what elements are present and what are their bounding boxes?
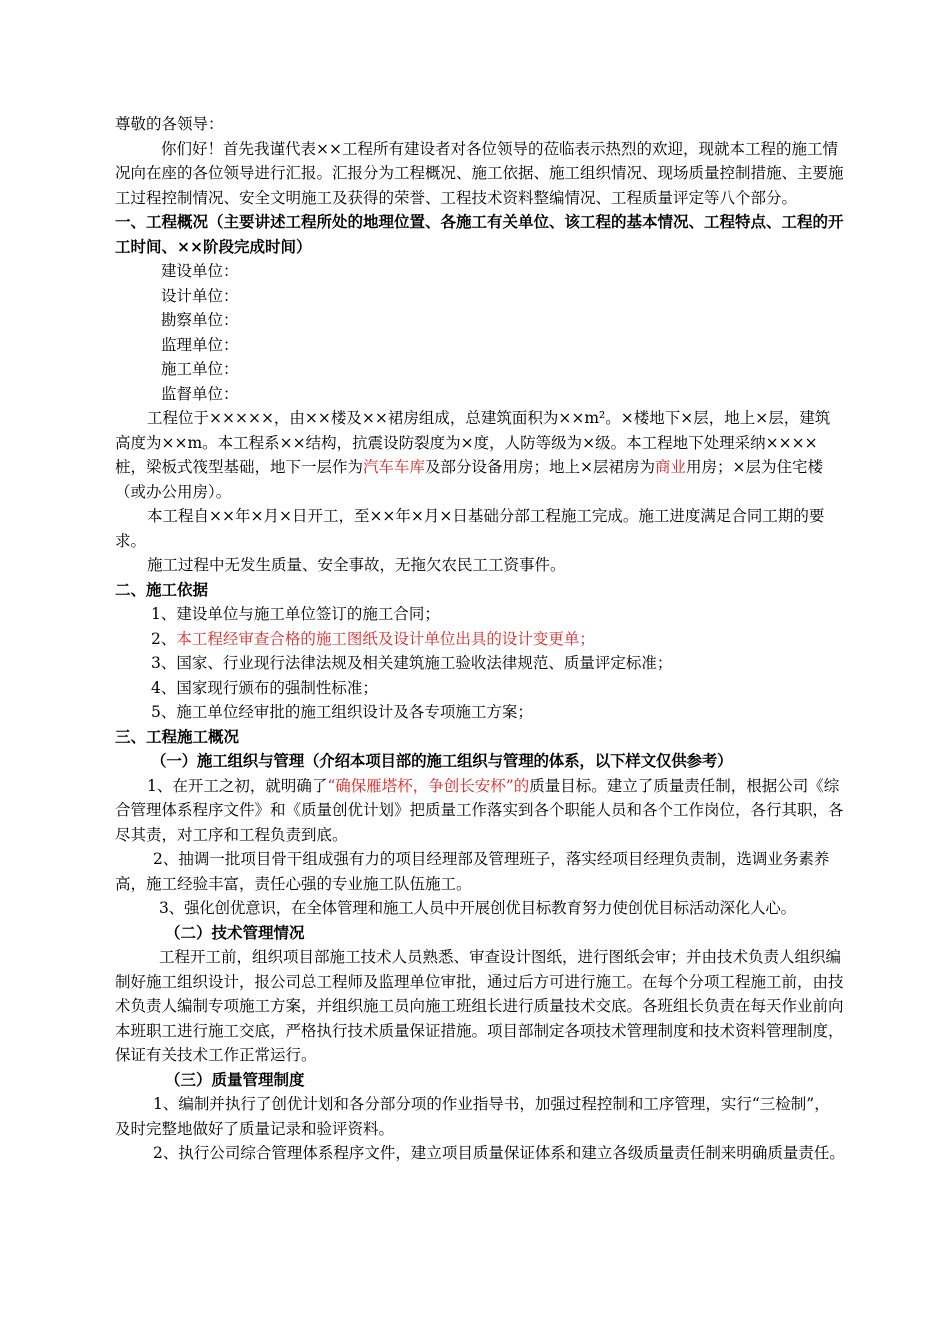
overview-text-b: 及部分设备用房；地上×层裙房为 bbox=[425, 458, 656, 476]
organization-paragraph-3: 3、强化创优意识，在全体管理和施工人员中开展创优目标教育努力使创优目标活动深化人心。 bbox=[159, 899, 796, 917]
unit-line-supervision: 监理单位： bbox=[161, 335, 239, 354]
basis-item-2 bbox=[115, 627, 845, 652]
unit-line-design: 设计单位： bbox=[161, 286, 239, 305]
unit-line-contractor: 施工单位： bbox=[161, 360, 239, 378]
unit-line-survey: 勘察单位： bbox=[161, 311, 239, 329]
intro-paragraph: 你们好！首先我谨代表××工程所有建设者对各位领导的莅临表示热烈的欢迎，现就本工程的施工情况向在座的各位领导进行汇报。汇报分为工程概况、施工依据、施工组织情况、现场质量控制措施、主要施工过程控制情况、安全文明施工及获得的荣誉、工程技术资料整编情况、工程质量评定等八个部分。 bbox=[115, 139, 844, 207]
overview-paragraph-schedule: 本工程自××年×月×日开工，至××年×月×日基础分部工程施工完成。施工进度满足合同工期的要求。 bbox=[115, 507, 825, 550]
quality-paragraph-1: 1、编制并执行了创优计划和各分部分项的作业指导书，加强过程控制和工序管理，实行“三检制”，及时完整地做好了质量记录和验评资料。 bbox=[115, 1095, 830, 1138]
overview-text-c: 用房；×层为住宅楼（或办公用房）。 bbox=[115, 458, 824, 501]
document-body bbox=[115, 112, 845, 1166]
unit-line-inspection: 监督单位： bbox=[161, 384, 239, 403]
overview-paragraph-location bbox=[115, 406, 845, 504]
greeting: 尊敬的各领导： bbox=[115, 115, 224, 133]
organization-text-a: 1、在开工之初，就明确了 bbox=[147, 776, 328, 795]
unit-line-construction: 建设单位： bbox=[161, 262, 239, 280]
technical-management-paragraph: 工程开工前，组织项目部施工技术人员熟悉、审查设计图纸，进行图纸会审；并由技术负责人组织编制好施工组织设计，报公司总工程师及监理单位审批，通过后方可进行施工。在每个分项工程施工前，由技术负责人编制专项施工方案，并组织施工员向施工班组长进行质量技术交底。各班组长负责在每天作业前向本班职工进行施工交底，严格执行技术质量保证措施。项目部制定各项技术管理制度和技术资料管理制度，保证有关技术工作正常运行。 bbox=[115, 948, 844, 1064]
subsection-1-heading: （一）施工组织与管理（介绍本项目部的施工组织与管理的体系，以下样文仅供参考） bbox=[151, 751, 733, 770]
organization-paragraph-2: 2、抽调一批项目骨干组成强有力的项目经理部及管理班子，落实经项目经理负责制，选调业务素养高，施工经验丰富，责任心强的专业施工队伍施工。 bbox=[115, 850, 830, 893]
section-1-heading: 一、工程概况（主要讲述工程所处的地理位置、各施工有关单位、该工程的基本情况、工程特点、工程的开工时间、××阶段完成时间） bbox=[115, 212, 844, 256]
organization-paragraph-1 bbox=[115, 774, 845, 848]
overview-text-a: 工程位于×××××，由××楼及××裙房组成，总建筑面积为××m²。×楼地下×层，地上×层，建筑高度为××m。本工程系××结构，抗震设防裂度为×度，人防等级为×级。本工程地下处理采纳××××桩，梁板式筏型基础，地下一层作为 bbox=[115, 409, 831, 476]
basis-item-1: 1、建设单位与施工单位签订的施工合同； bbox=[151, 605, 440, 623]
basis-item-2-number: 2、 bbox=[151, 629, 177, 648]
subsection-3-heading: （三）质量管理制度 bbox=[165, 1069, 305, 1089]
basis-item-5: 5、施工单位经审批的施工组织设计及各专项施工方案； bbox=[151, 703, 533, 721]
organization-text-b: 质量目标。建立了质量责任制，根据公司《综合管理体系程序文件》和《质量创优计划》把质量工作落实到各个职能人员和各个工作岗位，各行其职，各尽其责，对工序和工程负责到底。 bbox=[115, 776, 844, 844]
section-2-heading: 二、施工依据 bbox=[115, 579, 209, 599]
section-3-heading: 三、工程施工概况 bbox=[115, 726, 240, 746]
basis-item-4: 4、国家现行颁布的强制性标准； bbox=[151, 678, 378, 697]
highlight-garage: 汽车车库 bbox=[363, 458, 426, 476]
subsection-2-heading: （二）技术管理情况 bbox=[165, 922, 305, 942]
quality-paragraph-2: 2、执行公司综合管理体系程序文件，建立项目质量保证体系和建立各级质量责任制来明确质量责任。 bbox=[153, 1144, 845, 1162]
basis-item-3: 3、国家、行业现行法律法规及相关建筑施工验收法律规范、质量评定标准； bbox=[151, 654, 673, 672]
basis-item-2-text: 本工程经审查合格的施工图纸及设计单位出具的设计变更单； bbox=[176, 629, 595, 648]
overview-paragraph-safety: 施工过程中无发生质量、安全事故，无拖欠农民工工资事件。 bbox=[147, 556, 566, 574]
highlight-commercial: 商业 bbox=[655, 458, 687, 476]
highlight-quality-goal: “确保雁塔杯，争创长安杯”的 bbox=[327, 776, 530, 795]
